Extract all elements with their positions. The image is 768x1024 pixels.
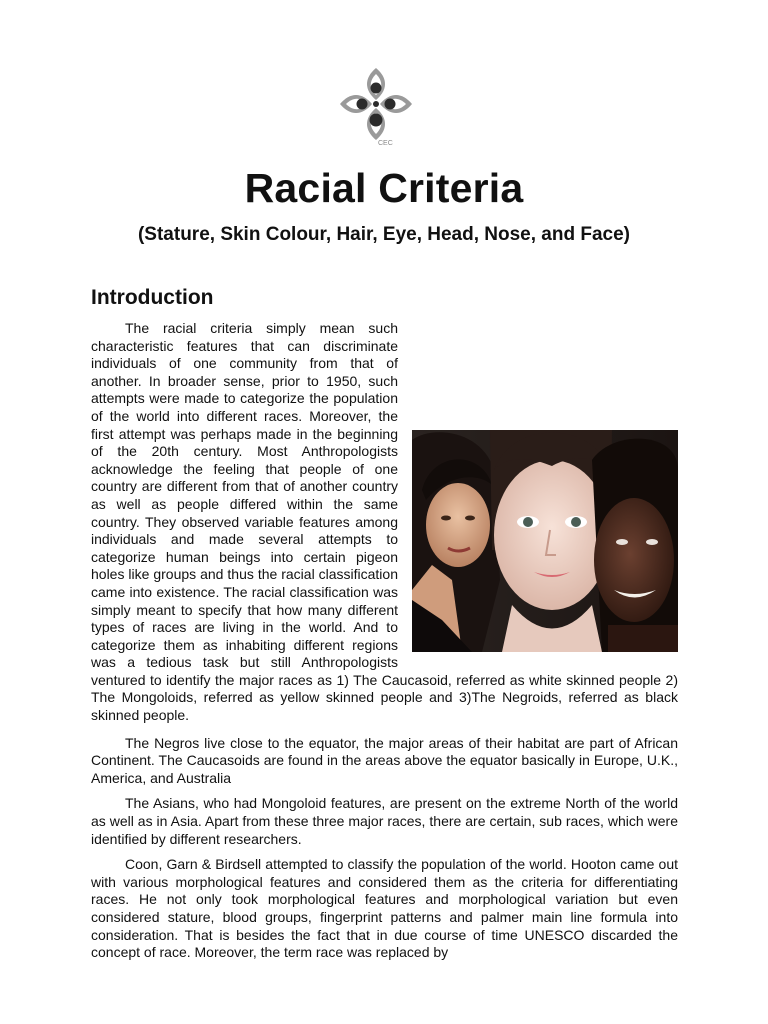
paragraph-4: Coon, Garn & Birdsell attempted to classify the population of the world. Hooton came out with various morphological features and considered them as the criteria for differentiating races. He not only took morphological features and morphological variation but even considered stature, blood groups, fingerprint patterns and palmer main line formula into consideration. That is besides the fact that in due course of time UNESCO discarded the concept of race. Moreover, the term race was replaced by <box>91 856 678 961</box>
document-body <box>91 320 678 970</box>
logo-caption: CEC <box>378 140 393 147</box>
page-subtitle: (Stature, Skin Colour, Hair, Eye, Head, Nose, and Face) <box>137 224 631 245</box>
page-title: Racial Criteria <box>244 165 524 211</box>
paragraph-3: The Asians, who had Mongoloid features, are present on the extreme North of the world as well as in Asia. Apart from these three major races, there are certain, sub races, which were identified by different researchers. <box>91 795 678 847</box>
three-faces-photo <box>412 430 678 652</box>
faces-illustration-icon <box>412 430 678 652</box>
cec-logo-icon <box>336 64 416 154</box>
paragraph-2: The Negros live close to the equator, the major areas of their habitat are part of African Continent. The Caucasoids are found in the areas above the equator basically in Europe, U.K., America, and Australia <box>91 734 678 786</box>
section-heading: Introduction <box>91 286 214 309</box>
paragraph-1: The racial criteria simply mean such characteristic features that can discriminate individuals of one community from that of another. In broader sense, prior to 1950, such attempts were made to categorize the population of the world into different races. Moreover, the first attempt was perhaps made in the beginning of the 20th century. Most Anthropologists acknowledge the feeling that people of one country are different from that of another country as well as people differed within the same country. They observed variable features among individuals and made several attempts to categorize human beings into certain pigeon holes like groups and thus the racial classification came into existence. The racial classification was simply meant to specify that how many different types of races are living in the world. And to categorize them as inhabiting different regions was a tedious task but still Anthropologists ventured to identify the major races as 1) The Caucasoid, referred as white skinned people 2) The Mongoloids, referred as yellow skinned people and 3)The Negroids, referred as black skinned people. <box>91 320 678 724</box>
